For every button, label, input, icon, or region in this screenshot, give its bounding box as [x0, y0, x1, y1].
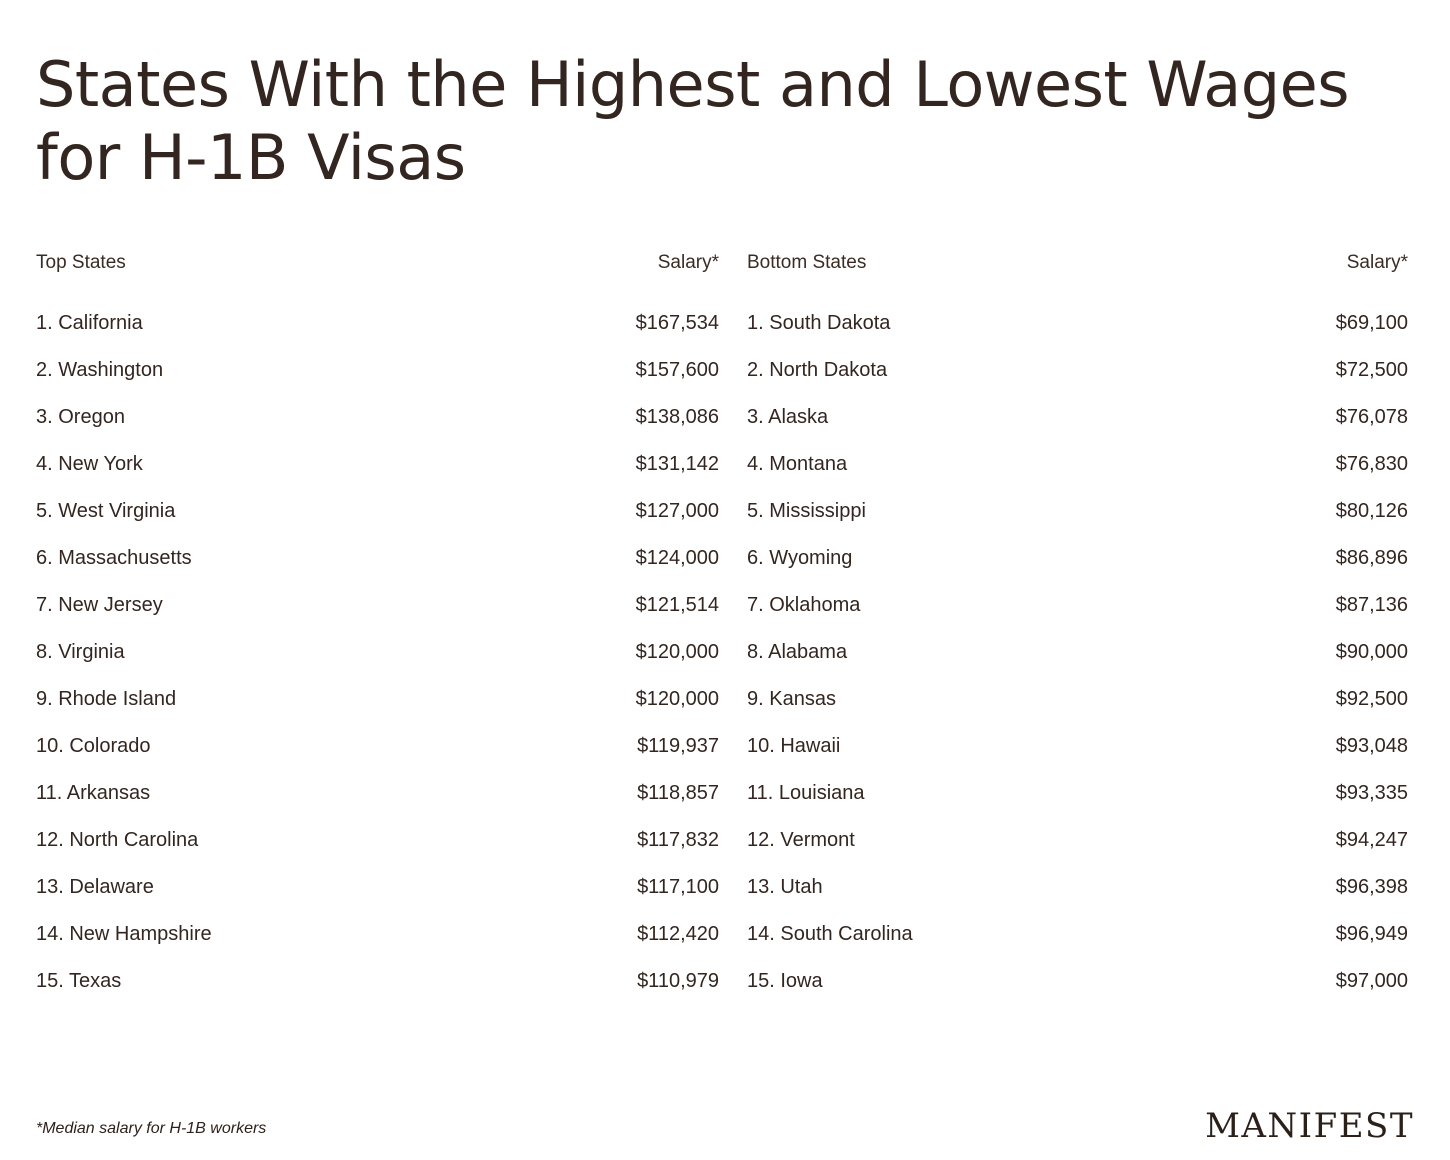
salary-cell: $94,247 [1335, 829, 1408, 852]
state-name-cell: 3. Alaska [747, 406, 829, 429]
state-name-cell: 15. Texas [36, 970, 122, 993]
table-row [36, 911, 725, 958]
state-name-cell: 13. Utah [747, 876, 823, 899]
table-row [725, 394, 1414, 441]
salary-cell: $97,000 [1335, 970, 1408, 993]
table-row [36, 864, 725, 911]
table-row [725, 911, 1414, 958]
table-row [36, 535, 725, 582]
state-name-cell: 3. Oregon [36, 406, 125, 429]
top-states-table [36, 252, 725, 1005]
state-name-cell: 15. Iowa [747, 970, 823, 993]
table-row [725, 676, 1414, 723]
salary-cell: $119,937 [637, 735, 719, 758]
salary-cell: $112,420 [637, 923, 719, 946]
table-row [36, 958, 725, 1005]
table-row [725, 770, 1414, 817]
brand-logo: MANIFEST [1205, 1106, 1414, 1146]
salary-cell: $80,126 [1335, 500, 1408, 523]
state-name-cell: 11. Louisiana [747, 782, 865, 805]
bottom-states-table [725, 252, 1414, 1005]
table-row [725, 300, 1414, 347]
salary-cell: $121,514 [635, 594, 719, 617]
state-name-cell: 10. Hawaii [747, 735, 841, 758]
salary-cell: $120,000 [635, 641, 719, 664]
salary-cell: $87,136 [1335, 594, 1408, 617]
table-row [725, 488, 1414, 535]
state-name-cell: 7. New Jersey [36, 594, 163, 617]
state-name-cell: 5. West Virginia [36, 500, 176, 523]
salary-cell: $138,086 [635, 406, 719, 429]
salary-cell: $96,949 [1335, 923, 1408, 946]
state-name-cell: 7. Oklahoma [747, 594, 861, 617]
state-name-cell: 2. North Dakota [747, 359, 888, 382]
table-row [36, 488, 725, 535]
state-name-cell: 13. Delaware [36, 876, 154, 899]
salary-cell: $117,832 [637, 829, 719, 852]
table-row [725, 629, 1414, 676]
table-row [725, 347, 1414, 394]
table-row [725, 582, 1414, 629]
table-row [36, 723, 725, 770]
table-row [725, 817, 1414, 864]
state-name-cell: 8. Virginia [36, 641, 125, 664]
table-row [725, 864, 1414, 911]
table-row [36, 817, 725, 864]
salary-cell: $76,830 [1335, 453, 1408, 476]
salary-cell: $93,048 [1335, 735, 1408, 758]
state-name-cell: 11. Arkansas [36, 782, 151, 805]
state-name-cell: 9. Rhode Island [36, 688, 177, 711]
salary-cell: $117,100 [637, 876, 719, 899]
state-name-cell: 2. Washington [36, 359, 164, 382]
salary-cell: $93,335 [1335, 782, 1408, 805]
salary-cell: $118,857 [637, 782, 719, 805]
state-name-cell: 1. South Dakota [747, 312, 891, 335]
table-row [36, 300, 725, 347]
salary-cell: $92,500 [1335, 688, 1408, 711]
salary-cell: $90,000 [1335, 641, 1408, 664]
column-header-top-states: Top States [36, 252, 126, 274]
state-name-cell: 6. Wyoming [747, 547, 853, 570]
table-row [36, 394, 725, 441]
salary-cell: $110,979 [637, 970, 719, 993]
table-row [36, 347, 725, 394]
table-row [36, 582, 725, 629]
column-header-bottom-salary: Salary* [1346, 252, 1408, 274]
state-name-cell: 1. California [36, 312, 143, 335]
state-name-cell: 12. North Carolina [36, 829, 199, 852]
state-name-cell: 6. Massachusetts [36, 547, 192, 570]
footnote: *Median salary for H-1B workers [36, 1120, 267, 1137]
salary-cell: $76,078 [1335, 406, 1408, 429]
state-name-cell: 5. Mississippi [747, 500, 866, 523]
salary-cell: $157,600 [635, 359, 719, 382]
state-name-cell: 14. South Carolina [747, 923, 913, 946]
bottom-states-body [725, 300, 1414, 1005]
table-row [36, 629, 725, 676]
table-row [36, 676, 725, 723]
salary-cell: $131,142 [635, 453, 719, 476]
column-header-bottom-states: Bottom States [747, 252, 867, 274]
table-header-row [36, 252, 725, 300]
state-name-cell: 4. Montana [747, 453, 848, 476]
page-title: States With the Highest and Lowest Wages for H-1B Visas [36, 48, 1350, 195]
top-states-body [36, 300, 725, 1005]
table-header-row [725, 252, 1414, 300]
table-row [725, 441, 1414, 488]
state-name-cell: 4. New York [36, 453, 143, 476]
state-name-cell: 12. Vermont [747, 829, 855, 852]
salary-cell: $69,100 [1335, 312, 1408, 335]
state-name-cell: 10. Colorado [36, 735, 151, 758]
column-header-top-salary: Salary* [657, 252, 719, 274]
state-name-cell: 14. New Hampshire [36, 923, 212, 946]
salary-cell: $72,500 [1335, 359, 1408, 382]
table-row [725, 535, 1414, 582]
salary-cell: $120,000 [635, 688, 719, 711]
table-row [725, 723, 1414, 770]
tables-container [36, 252, 1414, 1005]
salary-cell: $124,000 [635, 547, 719, 570]
state-name-cell: 8. Alabama [747, 641, 848, 664]
salary-cell: $86,896 [1335, 547, 1408, 570]
table-row [36, 441, 725, 488]
salary-cell: $167,534 [635, 312, 719, 335]
salary-cell: $96,398 [1335, 876, 1408, 899]
salary-cell: $127,000 [635, 500, 719, 523]
table-row [36, 770, 725, 817]
table-row [725, 958, 1414, 1005]
state-name-cell: 9. Kansas [747, 688, 836, 711]
